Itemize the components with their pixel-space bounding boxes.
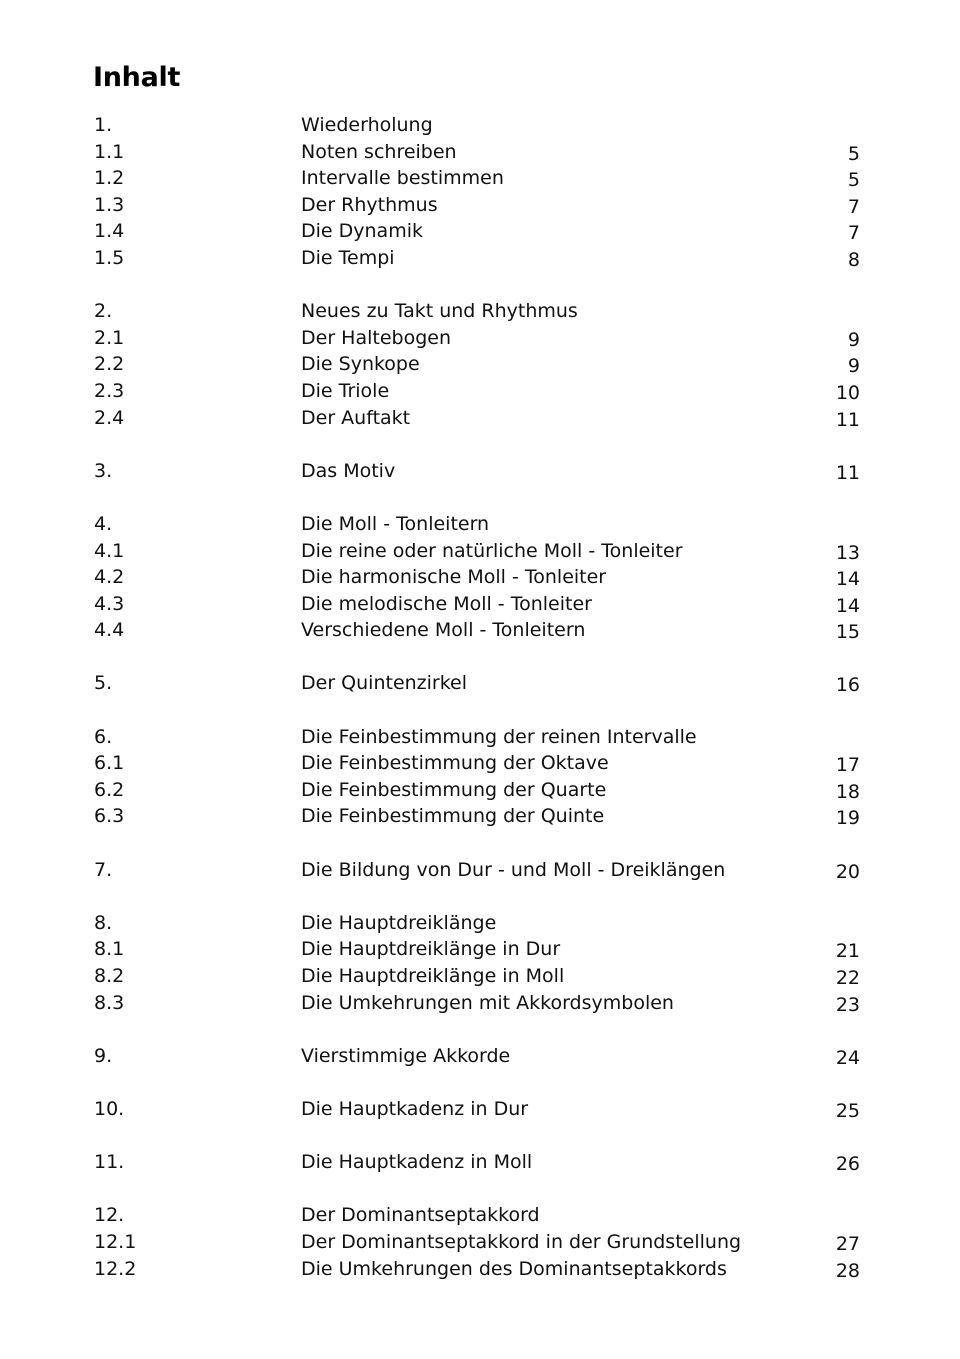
toc-entry-title: Die Hauptkadenz in Moll — [301, 1151, 533, 1174]
toc-entry-number: 8.1 — [94, 938, 125, 961]
toc-entry-title: Der Quintenzirkel — [301, 672, 468, 695]
toc-entry-number: 8. — [94, 911, 113, 934]
toc-entry-number: 3. — [94, 459, 113, 482]
toc-entry-title: Die Dynamik — [301, 220, 423, 243]
toc-entry-title: Die Bildung von Dur - und Moll - Dreiklängen — [301, 858, 726, 881]
toc-entry — [0, 1043, 960, 1070]
toc-entry-page-number: 25 — [835, 1099, 860, 1122]
toc-entry-page-number: 8 — [847, 248, 860, 271]
toc-entry — [0, 777, 960, 804]
toc-entry-number: 2. — [94, 300, 113, 323]
toc-entry-number: 1.2 — [94, 167, 125, 190]
toc-entry-page-number: 20 — [835, 860, 860, 883]
toc-entry-title: Die reine oder natürliche Moll - Tonleiter — [301, 539, 683, 562]
toc-entry-title: Die Feinbestimmung der reinen Intervalle — [301, 725, 697, 748]
toc-entry-page-number: 28 — [835, 1259, 860, 1282]
toc-entry-number: 12. — [94, 1204, 125, 1227]
toc-entry-number: 4.3 — [94, 592, 125, 615]
toc-entry — [0, 192, 960, 219]
toc-entry — [0, 617, 960, 644]
toc-entry — [0, 564, 960, 591]
toc-entry — [0, 112, 960, 139]
toc-entry-title: Die harmonische Moll - Tonleiter — [301, 566, 607, 589]
toc-entry-title: Der Auftakt — [301, 406, 411, 429]
toc-entry-number: 1.1 — [94, 140, 125, 163]
toc-entry-page-number: 21 — [835, 940, 860, 963]
toc-entry — [0, 325, 960, 352]
toc-entry-page-number: 5 — [847, 142, 860, 165]
toc-entry — [0, 538, 960, 565]
toc-entry-page-number: 7 — [847, 195, 860, 218]
toc-entry — [0, 1256, 960, 1283]
toc-entry-number: 2.1 — [94, 326, 125, 349]
toc-entry-number: 1.4 — [94, 220, 125, 243]
toc-entry-number: 2.3 — [94, 379, 125, 402]
toc-entry — [0, 298, 960, 325]
toc-entry-page-number: 11 — [835, 461, 860, 484]
toc-entry-title: Die Umkehrungen des Dominantseptakkords — [301, 1257, 727, 1280]
toc-entry-title: Der Dominantseptakkord — [301, 1204, 540, 1227]
toc-entry-page-number: 17 — [835, 754, 860, 777]
toc-entry — [0, 458, 960, 485]
toc-entry — [0, 670, 960, 697]
toc-entry-page-number: 16 — [835, 674, 860, 697]
toc-entry-number: 8.3 — [94, 991, 125, 1014]
toc-entry-title: Vierstimmige Akkorde — [301, 1044, 511, 1067]
toc-entry-title: Intervalle bestimmen — [301, 167, 504, 190]
toc-entry — [0, 139, 960, 166]
toc-entry-title: Die Hauptkadenz in Dur — [301, 1097, 529, 1120]
toc-entry-page-number: 22 — [835, 967, 860, 989]
toc-entry — [0, 165, 960, 192]
toc-entry-number: 10. — [94, 1097, 125, 1120]
toc-entry-page-number: 5 — [847, 169, 860, 192]
toc-entry-title: Noten schreiben — [301, 140, 457, 163]
toc-entry-title: Der Rhythmus — [301, 193, 438, 216]
toc-entry-page-number: 26 — [835, 1153, 860, 1176]
toc-entry-page-number: 9 — [847, 328, 860, 351]
toc-entry-title: Neues zu Takt und Rhythmus — [301, 300, 578, 323]
toc-entry — [0, 591, 960, 618]
toc-entry-title: Die Hauptdreiklänge in Moll — [301, 965, 565, 987]
toc-entry-title: Die Hauptdreiklänge — [301, 911, 497, 934]
toc-entry-title: Die Feinbestimmung der Quinte — [301, 805, 605, 828]
toc-entry-number: 12.2 — [94, 1257, 137, 1280]
toc-entry — [0, 405, 960, 432]
toc-entry-title: Wiederholung — [301, 114, 433, 136]
toc-entry-title: Die Feinbestimmung der Oktave — [301, 752, 609, 775]
toc-entry-page-number: 9 — [847, 355, 860, 378]
toc-entry — [0, 1229, 960, 1256]
toc-entry-page-number: 18 — [835, 780, 860, 803]
toc-entry — [0, 1202, 960, 1229]
toc-entry-number: 2.4 — [94, 406, 125, 429]
toc-entry — [0, 1149, 960, 1176]
table-of-contents — [0, 112, 960, 1282]
toc-entry — [0, 511, 960, 538]
toc-entry — [0, 990, 960, 1017]
toc-entry — [0, 1096, 960, 1123]
toc-entry-number: 5. — [94, 672, 113, 695]
toc-entry-number: 8.2 — [94, 965, 125, 987]
toc-entry-number: 7. — [94, 858, 113, 881]
toc-entry-number: 4.2 — [94, 566, 125, 589]
toc-entry-number: 6. — [94, 725, 113, 748]
toc-entry — [0, 857, 960, 884]
toc-entry-page-number: 10 — [835, 381, 860, 404]
toc-entry-page-number: 23 — [835, 993, 860, 1016]
toc-entry-title: Die Tempi — [301, 246, 395, 269]
toc-entry-title: Die Hauptdreiklänge in Dur — [301, 938, 561, 961]
toc-entry-number: 6.2 — [94, 778, 125, 801]
toc-entry — [0, 218, 960, 245]
toc-entry-number: 2.2 — [94, 353, 125, 376]
toc-entry — [0, 910, 960, 937]
toc-entry — [0, 245, 960, 272]
toc-entry-title: Die Feinbestimmung der Quarte — [301, 778, 607, 801]
page-title: Inhalt — [93, 62, 181, 93]
toc-entry-number: 6.1 — [94, 752, 125, 775]
toc-entry-title: Verschiedene Moll - Tonleitern — [301, 619, 586, 642]
toc-entry-title: Die Triole — [301, 379, 390, 402]
toc-entry-page-number: 11 — [835, 408, 860, 431]
toc-entry-number: 1.5 — [94, 246, 125, 269]
toc-entry-page-number: 13 — [835, 541, 860, 564]
toc-entry-number: 1. — [94, 114, 113, 136]
toc-entry-page-number: 7 — [847, 222, 860, 245]
toc-entry-page-number: 14 — [835, 594, 860, 617]
toc-entry — [0, 803, 960, 830]
toc-entry-number: 12.1 — [94, 1230, 137, 1253]
toc-entry-title: Die Umkehrungen mit Akkordsymbolen — [301, 991, 674, 1014]
toc-entry-title: Die Synkope — [301, 353, 420, 376]
toc-entry-number: 4.4 — [94, 619, 125, 642]
toc-entry-page-number: 19 — [835, 807, 860, 830]
toc-entry — [0, 936, 960, 963]
toc-entry — [0, 351, 960, 378]
toc-entry-number: 9. — [94, 1044, 113, 1067]
toc-entry-page-number: 15 — [835, 621, 860, 644]
toc-entry-title: Die melodische Moll - Tonleiter — [301, 592, 592, 615]
toc-entry-title: Das Motiv — [301, 459, 396, 482]
toc-entry-number: 4.1 — [94, 539, 125, 562]
toc-entry-title: Die Moll - Tonleitern — [301, 512, 490, 535]
toc-entry — [0, 378, 960, 405]
toc-entry-number: 6.3 — [94, 805, 125, 828]
toc-entry — [0, 750, 960, 777]
toc-entry-number: 4. — [94, 512, 113, 535]
toc-entry-page-number: 27 — [835, 1232, 860, 1255]
toc-entry-title: Der Haltebogen — [301, 326, 451, 349]
toc-entry — [0, 724, 960, 751]
toc-entry-number: 11. — [94, 1151, 125, 1174]
toc-entry — [0, 963, 960, 990]
toc-entry-page-number: 14 — [835, 568, 860, 591]
toc-entry-title: Der Dominantseptakkord in der Grundstellung — [301, 1230, 742, 1253]
toc-entry-number: 1.3 — [94, 193, 125, 216]
toc-entry-page-number: 24 — [835, 1046, 860, 1069]
